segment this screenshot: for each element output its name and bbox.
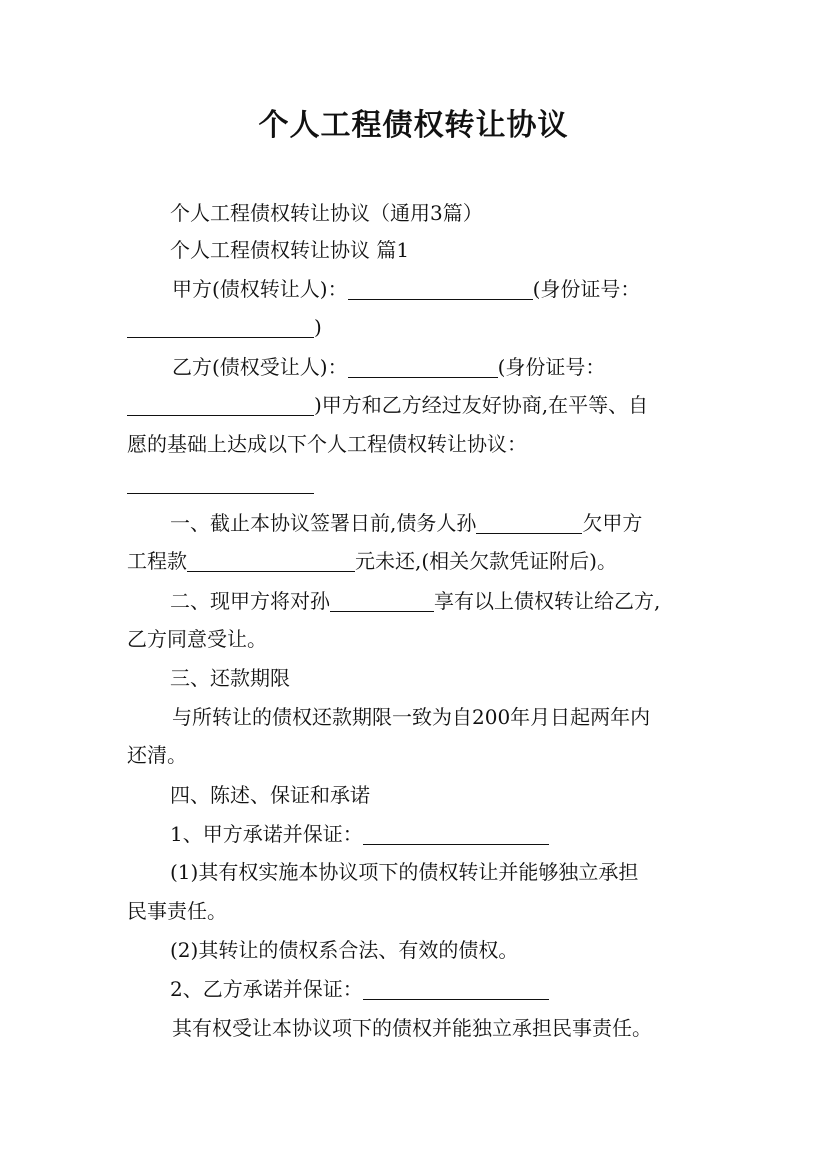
party-b-label: 乙方(债权受让人)： (172, 355, 348, 379)
clause3-heading: 三、还款期限 (170, 666, 290, 690)
party-a-id-line (127, 314, 717, 340)
clause4-b-blank (363, 979, 549, 1000)
party-a-name-blank (348, 279, 533, 300)
clause2-line1 (170, 588, 760, 614)
part-heading: 个人工程债权转让协议 篇1 (170, 238, 410, 262)
party-b-id-label: (身份证号： (497, 355, 606, 379)
clause4-a-heading-line (170, 821, 760, 847)
party-b-line (172, 354, 762, 380)
clause2-p1: 二、现甲方将对孙 (170, 589, 330, 613)
party-b-name-blank (348, 357, 498, 378)
debtor-name-blank (476, 513, 582, 534)
clause4-b-heading: 2、乙方承诺并保证： (170, 977, 363, 1001)
subtitle: 个人工程债权转让协议（通用3篇） (170, 201, 483, 225)
clause2-line2: 乙方同意受让。 (127, 627, 267, 651)
clause4-a1-line1: (1)其有权实施本协议项下的债权转让并能够独立承担 (170, 860, 639, 884)
clause4-b-heading-line (170, 976, 760, 1002)
party-a-id-label: (身份证号： (532, 277, 641, 301)
clause3-line1: 与所转让的债权还款期限一致为自200年月日起两年内 (172, 705, 651, 729)
party-b-intro-tail: )甲方和乙方经过友好协商,在平等、自 (314, 393, 649, 417)
party-b-id-line (127, 392, 717, 418)
clause1-line1 (170, 510, 760, 536)
party-b-intro-line2: 愿的基础上达成以下个人工程债权转让协议： (127, 432, 527, 456)
clause4-a-blank (363, 824, 549, 845)
party-a-close: ) (314, 315, 322, 339)
clause4-a2: (2)其转让的债权系合法、有效的债权。 (170, 938, 519, 962)
clause2-name-blank (330, 591, 434, 612)
party-a-label: 甲方(债权转让人)： (172, 277, 348, 301)
clause4-b1: 其有权受让本协议项下的债权并能独立承担民事责任。 (172, 1016, 652, 1040)
intro-blank (127, 473, 314, 494)
document-title: 个人工程债权转让协议 (258, 108, 569, 143)
party-b-id-blank (127, 395, 314, 416)
clause2-p2: 享有以上债权转让给乙方, (434, 589, 661, 613)
clause1-p1: 一、截止本协议签署日前,债务人孙 (170, 511, 477, 535)
party-a-line (172, 276, 762, 302)
clause4-a1-line2: 民事责任。 (127, 899, 227, 923)
clause1-line2 (127, 548, 717, 574)
clause1-p4: 元未还,(相关欠款凭证附后)。 (355, 549, 617, 573)
clause4-a-heading: 1、甲方承诺并保证： (170, 822, 363, 846)
amount-blank (187, 551, 355, 572)
clause3-line2: 还清。 (127, 743, 187, 767)
intro-blank-line (127, 470, 717, 496)
clause1-p2: 欠甲方 (582, 511, 643, 535)
clause4-heading: 四、陈述、保证和承诺 (170, 783, 370, 807)
party-a-id-blank (127, 317, 314, 338)
clause1-p3: 工程款 (127, 549, 187, 573)
